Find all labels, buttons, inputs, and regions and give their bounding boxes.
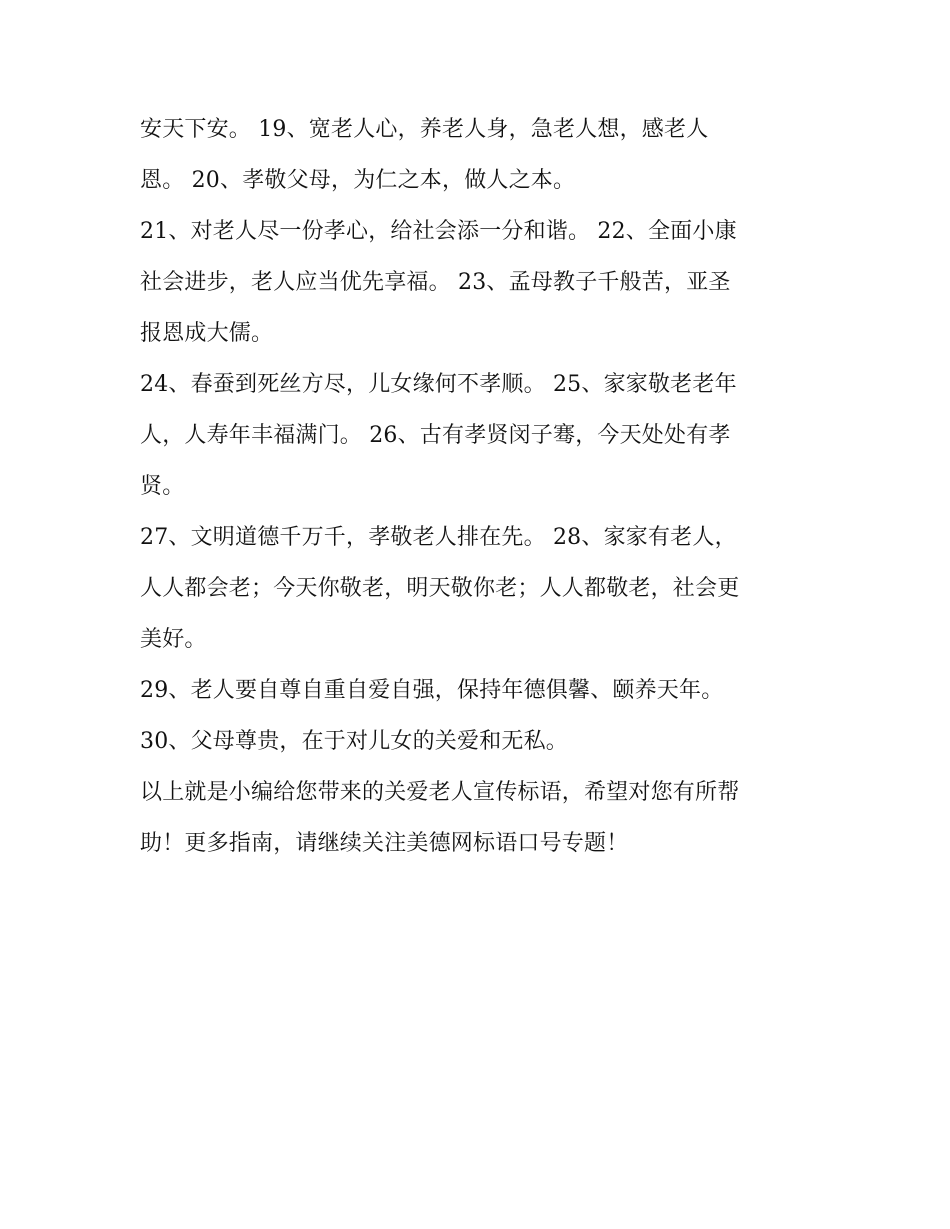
text-line: 美好。 xyxy=(140,627,207,652)
text-line: 安天下安。 19、宽老人心，养老人身，急老人想，感老人 xyxy=(140,117,709,142)
text-line: 以上就是小编给您带来的关爱老人宣传标语，希望对您有所帮 xyxy=(140,780,740,805)
text-line: 人，人寿年丰福满门。 26、古有孝贤闵子骞，今天处处有孝 xyxy=(140,423,731,448)
document-body xyxy=(140,104,820,869)
text-line: 27、文明道德千万千，孝敬老人排在先。 28、家家有老人， xyxy=(140,525,737,550)
text-line: 恩。 20、孝敬父母，为仁之本，做人之本。 xyxy=(140,168,576,193)
text-line: 30、父母尊贵，在于对儿女的关爱和无私。 xyxy=(140,729,568,754)
text-line: 29、老人要自尊自重自爱自强，保持年德俱馨、颐养天年。 xyxy=(140,678,724,703)
text-line: 社会进步，老人应当优先享福。 23、孟母教子千般苦，亚圣 xyxy=(140,270,731,295)
text-line: 助！更多指南，请继续关注美德网标语口号专题！ xyxy=(140,831,629,856)
text-line: 贤。 xyxy=(140,474,185,499)
text-line: 报恩成大儒。 xyxy=(140,321,274,346)
text-line: 24、春蚕到死丝方尽，儿女缘何不孝顺。 25、家家敬老老年 xyxy=(140,372,737,397)
text-line: 人人都会老；今天你敬老，明天敬你老；人人都敬老，社会更 xyxy=(140,576,740,601)
text-line: 21、对老人尽一份孝心，给社会添一分和谐。 22、全面小康 xyxy=(140,219,737,244)
